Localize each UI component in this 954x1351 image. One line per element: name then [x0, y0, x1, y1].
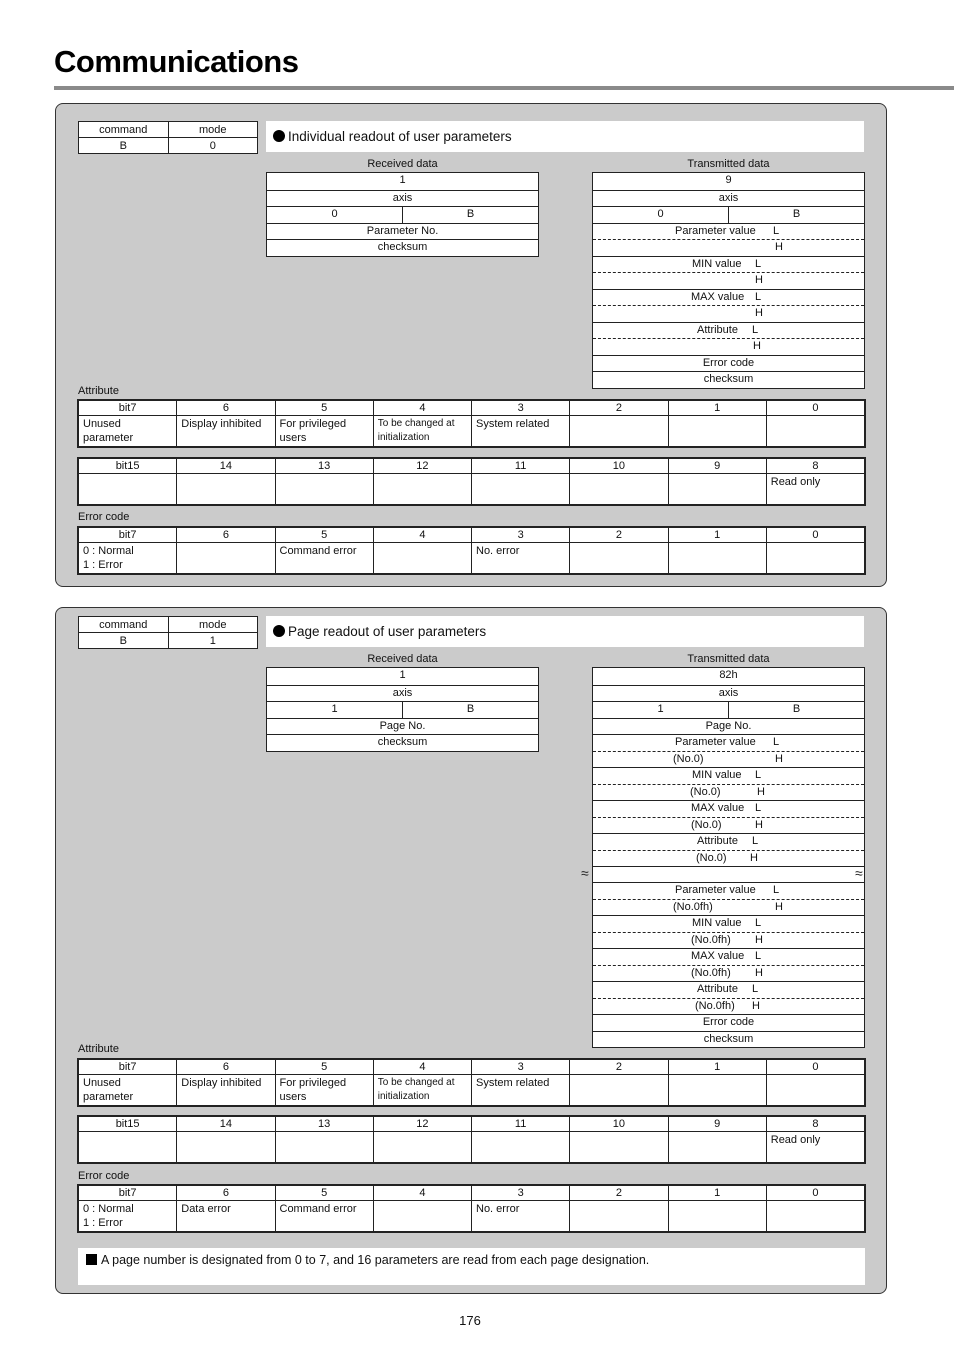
panel-page-readout: [55, 607, 887, 1294]
high-byte-label: H: [755, 307, 763, 319]
bit-header-cell: bit7: [79, 528, 177, 543]
attribute-label: Attribute: [697, 983, 738, 995]
error-code-label: Error code: [702, 1016, 755, 1028]
error-code-table: [78, 1185, 865, 1232]
bit-header-cell: 8: [766, 459, 864, 474]
bit-value-cell: [79, 1132, 177, 1163]
page-note: [78, 1248, 865, 1285]
bit-value-cell: For privileged users: [275, 416, 373, 447]
page-number: 176: [459, 1313, 481, 1328]
max-value-label: MAX value: [691, 290, 745, 303]
bit-value-cell: [668, 1132, 766, 1163]
bit-value-cell: [668, 474, 766, 505]
bit-header-cell: 3: [472, 1060, 570, 1075]
bit-header-cell: 14: [177, 1117, 275, 1132]
bit-value-cell: No. error: [472, 1201, 570, 1232]
bit-header-cell: 5: [275, 1186, 373, 1201]
bit-value-cell: Unused parameter: [79, 1075, 177, 1106]
bit-header-cell: 14: [177, 459, 275, 474]
transmitted-data-frame: [592, 667, 865, 1048]
received-data-frame: [266, 667, 539, 752]
bit-header-cell: 2: [570, 1186, 668, 1201]
bit-header-cell: 4: [373, 1060, 471, 1075]
low-byte-label: L: [755, 917, 762, 929]
param-number-label: (No.0): [673, 752, 704, 765]
low-byte-label: L: [755, 802, 762, 814]
bit-value-cell: System related: [472, 1075, 570, 1106]
received-row: Parameter No.: [366, 224, 439, 237]
bit-header-cell: 4: [373, 1186, 471, 1201]
omitted-rows-gap: [593, 866, 864, 882]
bit-header-cell: 1: [668, 401, 766, 416]
low-byte-label: L: [773, 224, 780, 237]
bit-value-cell: 0 : Normal 1 : Error: [79, 543, 177, 574]
page-title: Communications: [54, 44, 299, 79]
section-title-text: Page readout of user parameters: [288, 624, 487, 639]
bit-value-cell: [570, 543, 668, 574]
max-value-label: MAX value: [691, 802, 745, 814]
bit-value-cell: Read only: [766, 1132, 864, 1163]
received-row: checksum: [377, 736, 428, 748]
break-mark-right-icon: ≈: [855, 865, 863, 881]
bit-value-cell: For privileged users: [275, 1075, 373, 1106]
bit-header-cell: 3: [472, 528, 570, 543]
bit-value-cell: [79, 474, 177, 505]
bit-header-cell: 6: [177, 1060, 275, 1075]
bit-value-cell: [177, 474, 275, 505]
checksum-label: checksum: [703, 1032, 754, 1045]
min-value-label: MIN value: [692, 917, 742, 929]
mode-header: mode: [168, 122, 258, 138]
high-byte-label: H: [750, 851, 758, 864]
bit-value-cell: [570, 1132, 668, 1163]
high-byte-label: H: [753, 340, 761, 352]
bit-value-cell: [275, 474, 373, 505]
bit-header-cell: 4: [373, 528, 471, 543]
bit-value-cell: To be changed at initialization: [373, 416, 471, 447]
bit-value-cell: [275, 1132, 373, 1163]
transmitted-row: 9: [725, 174, 732, 186]
low-byte-label: L: [752, 835, 759, 847]
bit-header-cell: 13: [275, 459, 373, 474]
bit-value-cell: [177, 543, 275, 574]
min-value-label: MIN value: [692, 769, 742, 781]
transmitted-data-label: Transmitted data: [687, 653, 770, 665]
bit-header-cell: 5: [275, 528, 373, 543]
command-mode-table: [78, 121, 258, 154]
page-note-text: A page number is designated from 0 to 7, and 16 parameters are read from each page designation.: [101, 1253, 650, 1267]
received-row-left: 1: [267, 702, 403, 718]
received-row-right: B: [466, 703, 475, 715]
high-byte-label: H: [755, 818, 763, 831]
attribute-label: Attribute: [697, 835, 738, 847]
bit-header-cell: bit7: [79, 401, 177, 416]
low-byte-label: L: [773, 884, 780, 896]
bit-header-cell: 9: [668, 1117, 766, 1132]
received-row: 1: [399, 174, 406, 186]
bit-value-cell: Data error: [177, 1201, 275, 1232]
bit-value-cell: [472, 474, 570, 505]
transmitted-data-label: Transmitted data: [687, 158, 770, 170]
bit-value-cell: Read only: [766, 474, 864, 505]
high-byte-label: H: [755, 933, 763, 946]
bit-header-cell: 11: [472, 1117, 570, 1132]
bit-value-cell: Display inhibited: [177, 416, 275, 447]
bit-value-cell: [373, 543, 471, 574]
bit-header-cell: 0: [766, 1060, 864, 1075]
received-row-right: B: [466, 208, 475, 220]
high-byte-label: H: [775, 900, 783, 913]
attribute-high-table: [78, 458, 865, 505]
bit-header-cell: 11: [472, 459, 570, 474]
bit-header-cell: 5: [275, 401, 373, 416]
section-title-text: Individual readout of user parameters: [288, 129, 512, 144]
attribute-label: Attribute: [697, 323, 738, 336]
transmitted-row: 82h: [719, 669, 738, 681]
transmitted-row: axis: [718, 686, 739, 699]
high-byte-label: H: [755, 274, 763, 286]
bit-header-cell: 6: [177, 528, 275, 543]
bit-value-cell: No. error: [472, 543, 570, 574]
bullet-icon: [273, 130, 285, 142]
received-data-label: Received data: [367, 653, 438, 665]
max-value-label: MAX value: [691, 950, 745, 962]
checksum-label: checksum: [703, 373, 754, 385]
transmitted-row-left: 0: [593, 207, 729, 223]
bit-value-cell: System related: [472, 416, 570, 447]
transmitted-row-right: B: [792, 703, 801, 715]
bit-header-cell: 9: [668, 459, 766, 474]
transmitted-data-frame: [592, 172, 865, 389]
bit-value-cell: [570, 1075, 668, 1106]
bit-header-cell: 1: [668, 528, 766, 543]
transmitted-row: axis: [718, 191, 739, 204]
panel-individual-readout: [55, 103, 887, 587]
param-value-label: Parameter value: [675, 736, 756, 748]
bit-value-cell: Unused parameter: [79, 416, 177, 447]
attribute-section-label: Attribute: [78, 385, 119, 397]
section-title: [266, 616, 864, 647]
bit-header-cell: 1: [668, 1186, 766, 1201]
transmitted-row-left: 1: [593, 702, 729, 718]
error-code-label: Error code: [702, 356, 755, 369]
bit-value-cell: 0 : Normal 1 : Error: [79, 1201, 177, 1232]
attribute-section-label: Attribute: [78, 1043, 119, 1055]
received-row: checksum: [377, 241, 428, 253]
high-byte-label: H: [757, 785, 765, 798]
section-title: [266, 121, 864, 152]
bit-header-cell: bit7: [79, 1060, 177, 1075]
bit-header-cell: 10: [570, 1117, 668, 1132]
command-header: command: [79, 122, 169, 138]
high-byte-label: H: [755, 966, 763, 979]
bit-value-cell: Command error: [275, 1201, 373, 1232]
min-value-label: MIN value: [692, 257, 742, 270]
bit-value-cell: [373, 474, 471, 505]
attribute-low-table: [78, 400, 865, 447]
low-byte-label: L: [755, 950, 762, 962]
command-value: B: [79, 633, 169, 649]
bit-header-cell: 6: [177, 401, 275, 416]
high-byte-label: H: [775, 241, 783, 253]
bit-header-cell: 0: [766, 1186, 864, 1201]
mode-header: mode: [168, 617, 258, 633]
bit-header-cell: 0: [766, 401, 864, 416]
error-code-section-label: Error code: [78, 1170, 130, 1182]
low-byte-label: L: [755, 290, 762, 303]
bit-value-cell: [668, 416, 766, 447]
low-byte-label: L: [773, 736, 780, 748]
bit-header-cell: 13: [275, 1117, 373, 1132]
bit-header-cell: 2: [570, 401, 668, 416]
param-number-label: (No.0): [690, 785, 721, 798]
bit-header-cell: 2: [570, 528, 668, 543]
bit-value-cell: [668, 543, 766, 574]
bit-value-cell: [373, 1132, 471, 1163]
error-code-table: [78, 527, 865, 574]
bit-value-cell: [472, 1132, 570, 1163]
bit-header-cell: bit15: [79, 1117, 177, 1132]
bit-value-cell: [668, 1201, 766, 1232]
bit-header-cell: 4: [373, 401, 471, 416]
high-byte-label: H: [775, 752, 783, 765]
low-byte-label: L: [752, 983, 759, 995]
bit-value-cell: [668, 1075, 766, 1106]
received-data-frame: [266, 172, 539, 257]
param-number-label: (No.0fh): [691, 933, 731, 946]
bit-value-cell: [766, 543, 864, 574]
high-byte-label: H: [752, 999, 760, 1012]
bit-header-cell: 3: [472, 1186, 570, 1201]
bit-value-cell: [570, 416, 668, 447]
bit-header-cell: 0: [766, 528, 864, 543]
received-row: 1: [399, 669, 406, 681]
bit-header-cell: 3: [472, 401, 570, 416]
param-number-label: (No.0fh): [695, 999, 735, 1012]
bit-header-cell: 5: [275, 1060, 373, 1075]
command-value: B: [79, 138, 169, 154]
mode-value: 0: [168, 138, 258, 154]
param-number-label: (No.0fh): [673, 900, 713, 913]
bit-value-cell: [570, 474, 668, 505]
title-rule: [54, 86, 954, 90]
square-bullet-icon: [86, 1254, 97, 1265]
param-number-label: (No.0): [691, 818, 722, 831]
received-row-left: 0: [267, 207, 403, 223]
received-row: axis: [392, 686, 413, 699]
bit-value-cell: [373, 1201, 471, 1232]
bit-value-cell: To be changed at initialization: [373, 1075, 471, 1106]
received-data-label: Received data: [367, 158, 438, 170]
bit-header-cell: bit7: [79, 1186, 177, 1201]
page-no-label: Page No.: [705, 719, 752, 732]
low-byte-label: L: [755, 257, 762, 270]
command-mode-table: [78, 616, 258, 649]
bullet-icon: [273, 625, 285, 637]
bit-value-cell: [766, 1201, 864, 1232]
param-number-label: (No.0): [696, 851, 727, 864]
bit-header-cell: 10: [570, 459, 668, 474]
bit-value-cell: [570, 1201, 668, 1232]
param-number-label: (No.0fh): [691, 966, 731, 979]
bit-header-cell: 12: [373, 1117, 471, 1132]
param-value-label: Parameter value: [675, 224, 756, 237]
attribute-low-table: [78, 1059, 865, 1106]
error-code-section-label: Error code: [78, 511, 130, 523]
attribute-high-table: [78, 1116, 865, 1163]
bit-header-cell: 2: [570, 1060, 668, 1075]
break-mark-left-icon: ≈: [581, 865, 589, 881]
command-header: command: [79, 617, 169, 633]
low-byte-label: L: [755, 769, 762, 781]
bit-value-cell: [177, 1132, 275, 1163]
mode-value: 1: [168, 633, 258, 649]
bit-header-cell: 6: [177, 1186, 275, 1201]
param-value-label: Parameter value: [675, 884, 756, 896]
bit-value-cell: [766, 1075, 864, 1106]
bit-header-cell: 1: [668, 1060, 766, 1075]
bit-header-cell: bit15: [79, 459, 177, 474]
transmitted-row-right: B: [792, 208, 801, 220]
bit-value-cell: Command error: [275, 543, 373, 574]
received-row: axis: [392, 191, 413, 204]
received-row: Page No.: [379, 719, 426, 732]
bit-header-cell: 12: [373, 459, 471, 474]
bit-header-cell: 8: [766, 1117, 864, 1132]
bit-value-cell: [766, 416, 864, 447]
bit-value-cell: Display inhibited: [177, 1075, 275, 1106]
low-byte-label: L: [752, 323, 759, 336]
